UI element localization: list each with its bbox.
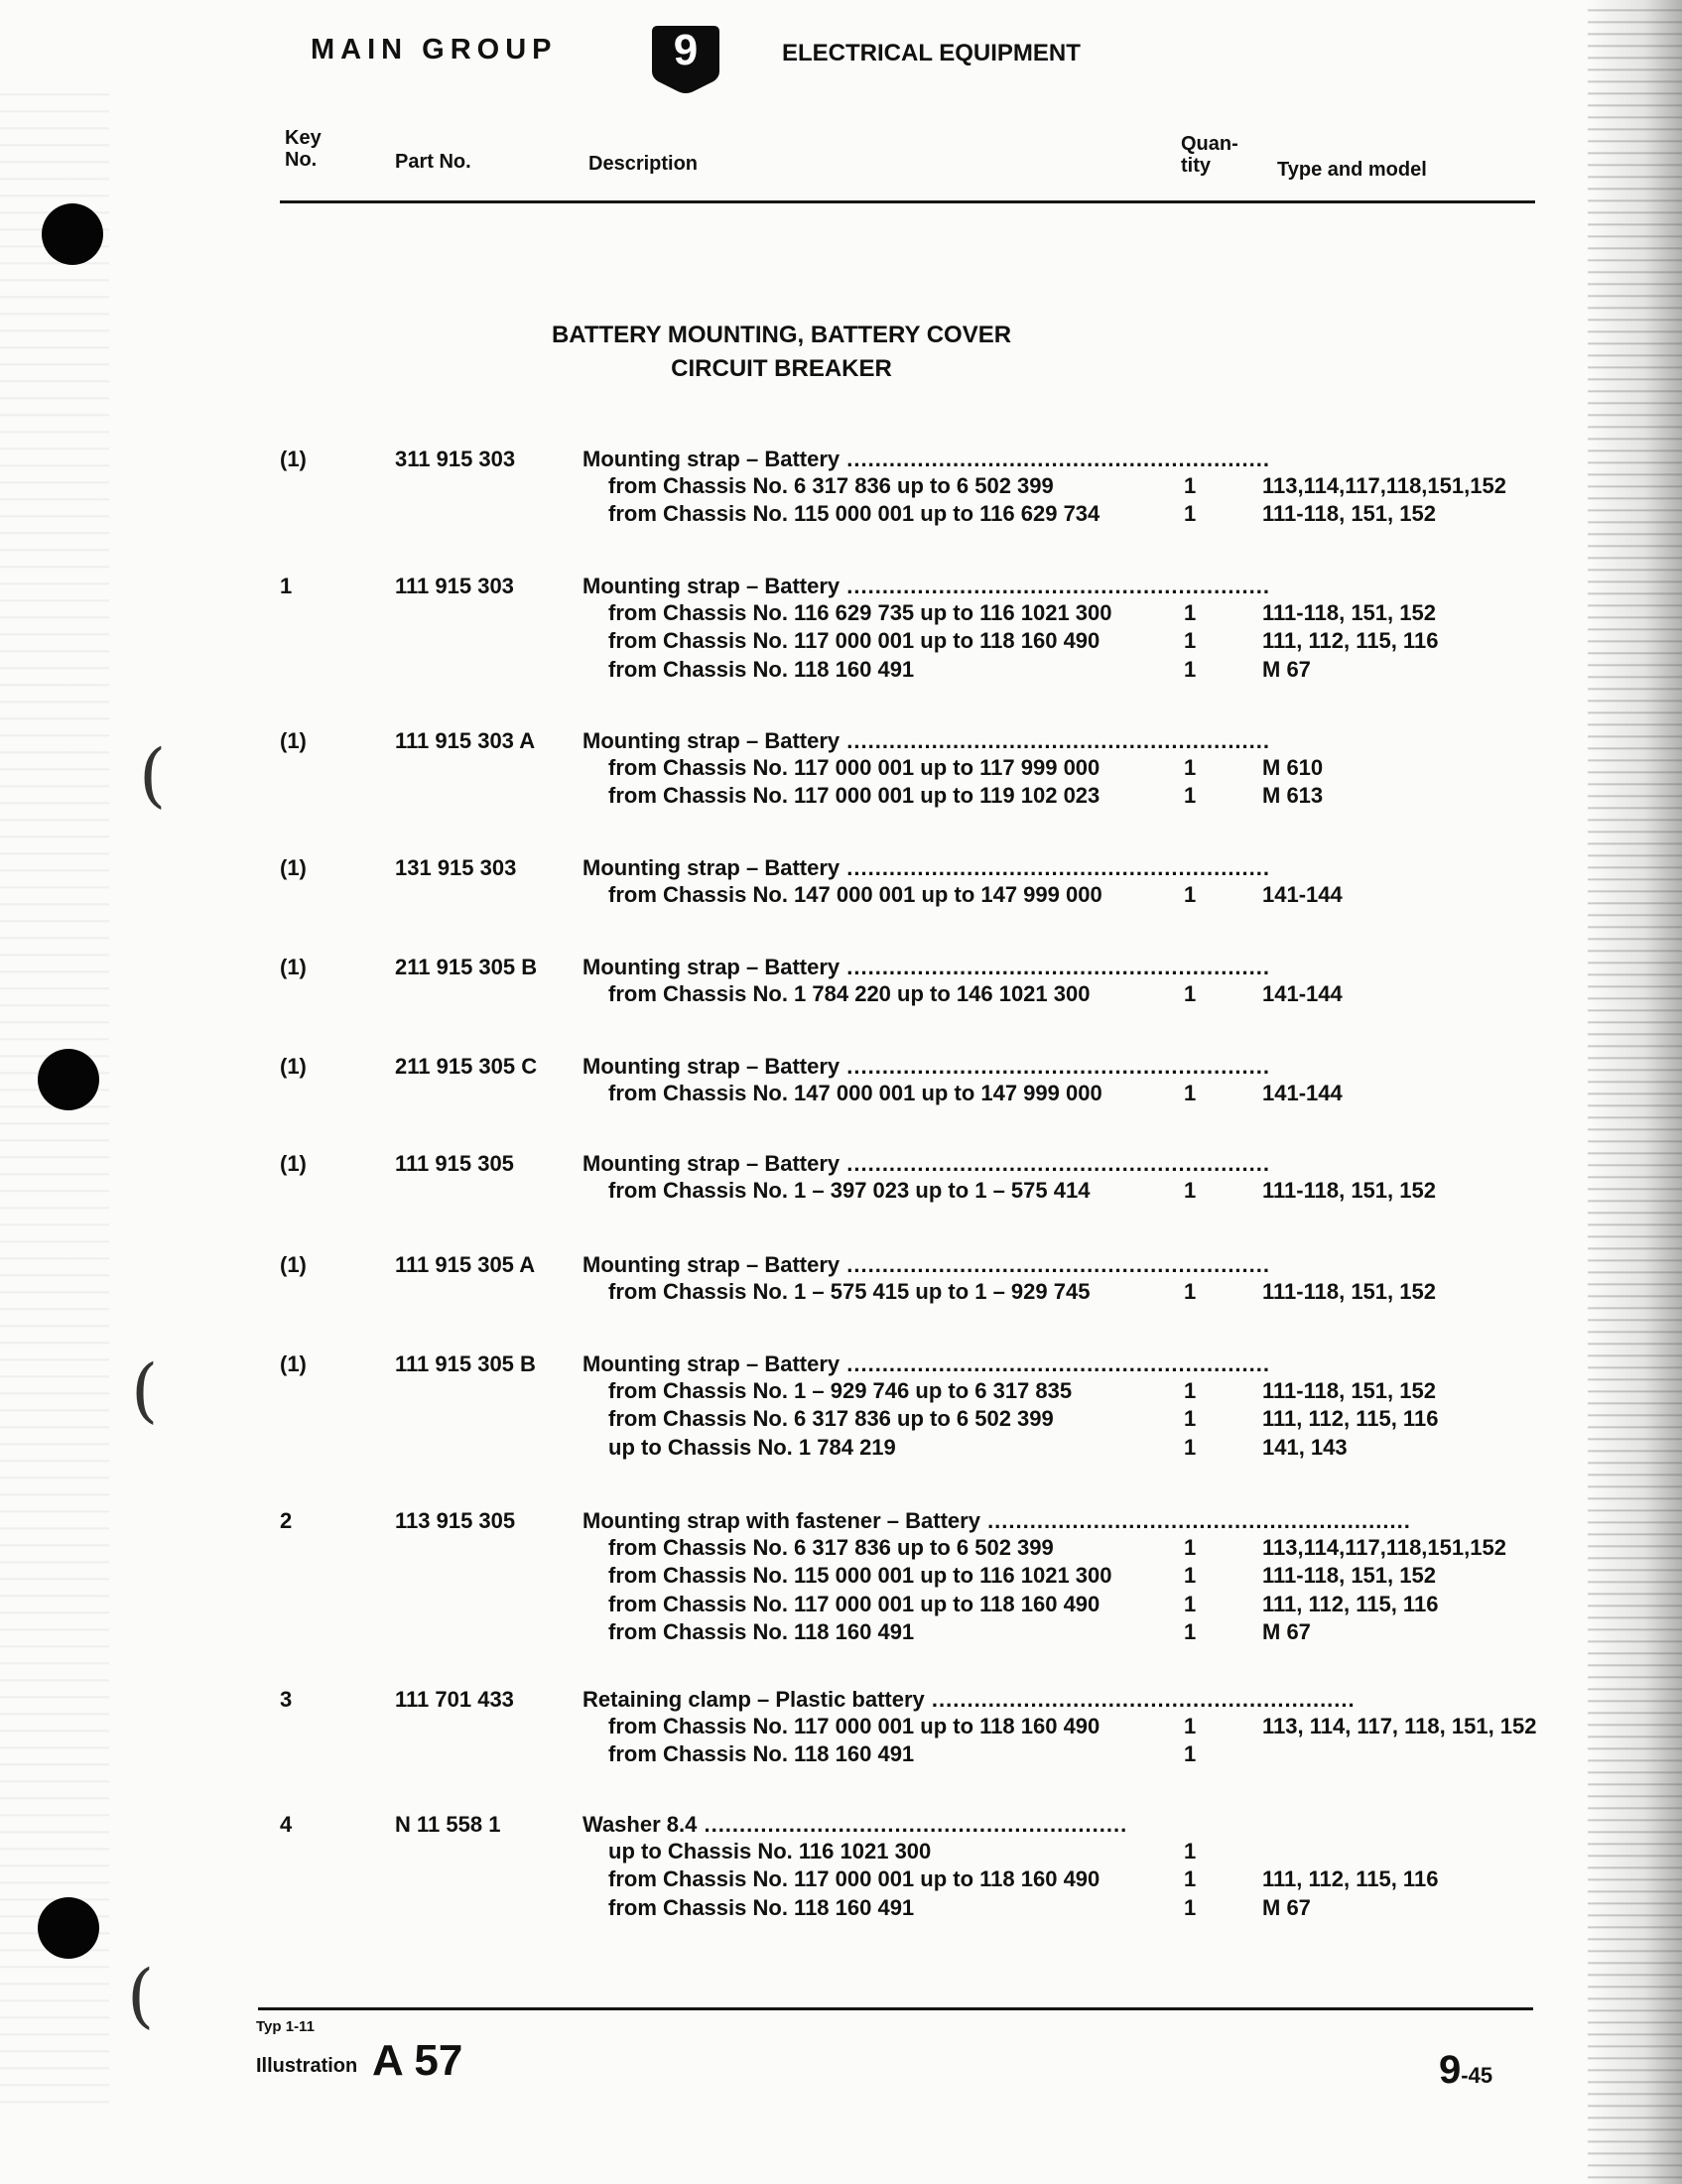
part-number: 111 701 433 [395,1687,514,1712]
type-model: 113, 114, 117, 118, 151, 152 [1262,1713,1537,1738]
parts-entry [0,1508,1682,1650]
part-description: Mounting strap – Battery [582,1054,841,1079]
chassis-range: from Chassis No. 115 000 001 up to 116 629 734 [608,501,1100,526]
quantity: 1 [1184,1080,1197,1105]
part-number: N 11 558 1 [395,1812,501,1837]
leader-dots: ............................................................ [840,1252,1270,1277]
chassis-range-line [0,501,1682,529]
part-description-row [582,1054,1270,1080]
type-model: 111, 112, 115, 116 [1262,1866,1439,1891]
type-model: 111, 112, 115, 116 [1262,628,1439,653]
type-model: 111, 112, 115, 116 [1262,1591,1439,1616]
col-header-part: Part No. [395,151,471,173]
type-model: 111-118, 151, 152 [1262,1563,1436,1588]
chassis-range: from Chassis No. 117 000 001 up to 118 160 490 [608,628,1100,653]
type-model: M 610 [1262,754,1324,780]
group-number: 9 [673,26,699,74]
type-model: M 67 [1262,656,1311,682]
quantity: 1 [1184,599,1197,625]
illustration-label: Illustration [256,2055,358,2077]
type-model: 141, 143 [1262,1434,1348,1460]
chassis-range-line [0,1619,1682,1647]
quantity: 1 [1184,472,1197,498]
part-description-row [582,1252,1270,1278]
key-number: (1) [280,1054,307,1079]
parts-entry [0,955,1682,1011]
chassis-range-line [0,657,1682,685]
part-description: Mounting strap – Battery [582,855,841,880]
quantity: 1 [1184,980,1197,1006]
chassis-range-line [0,1178,1682,1206]
chassis-range: from Chassis No. 6 317 836 up to 6 502 399 [608,1534,1054,1560]
part-number: 131 915 303 [395,855,517,880]
type-model: 111-118, 151, 152 [1262,1278,1436,1304]
part-description: Mounting strap – Battery [582,447,841,471]
parts-entry [0,1151,1682,1208]
illustration-id: A 57 [372,2036,463,2085]
binding-mark: ( [131,1349,159,1431]
part-number: 113 915 305 [395,1508,516,1533]
part-description-row [582,855,1270,881]
type-model: M 67 [1262,1894,1311,1920]
part-description: Mounting strap with fastener – Battery [582,1508,980,1533]
type-model: M 67 [1262,1619,1311,1644]
leader-dots: ............................................................ [840,955,1270,979]
chassis-range-line [0,1592,1682,1619]
part-number: 111 915 303 [395,574,514,598]
quantity: 1 [1184,1866,1197,1891]
type-model: 113,114,117,118,151,152 [1262,472,1506,498]
chassis-range-line [0,1406,1682,1434]
parts-entry [0,728,1682,814]
group-subtitle: BATTERY MOUNTING, BATTERY COVER [551,321,1012,348]
part-description-row [582,955,1270,980]
chassis-range-line [0,628,1682,656]
key-number: (1) [280,1351,307,1376]
quantity: 1 [1184,1838,1197,1863]
chassis-range: from Chassis No. 117 000 001 up to 119 102 023 [608,783,1100,808]
key-number: (1) [280,1151,307,1176]
key-number: (1) [280,1252,307,1277]
chassis-range: from Chassis No. 118 160 491 [608,656,915,682]
quantity: 1 [1184,1434,1197,1460]
part-description-row [582,574,1270,599]
part-number: 211 915 305 C [395,1054,538,1079]
page-major: 9 [1439,2048,1462,2092]
chassis-range: from Chassis No. 117 000 001 up to 118 160 490 [608,1866,1100,1891]
chassis-range-line [0,473,1682,501]
quantity: 1 [1184,656,1197,682]
key-number: (1) [280,728,307,753]
chassis-range-line [0,1866,1682,1894]
typ-label: Typ 1-11 [256,2018,315,2035]
quantity: 1 [1184,1177,1197,1203]
chassis-range: from Chassis No. 117 000 001 up to 118 160 490 [608,1591,1100,1616]
chassis-range: from Chassis No. 118 160 491 [608,1619,915,1644]
quantity: 1 [1184,1406,1197,1431]
parts-entry [0,1812,1682,1925]
main-group-label: MAIN GROUP [311,34,558,65]
binding-mark: ( [127,1955,155,2036]
part-number: 111 915 305 A [395,1252,536,1277]
chassis-range-line [0,1279,1682,1307]
leader-dots: ............................................................ [979,1508,1411,1533]
binding-mark: ( [139,734,167,816]
quantity: 1 [1184,783,1197,808]
leader-dots: ............................................................ [840,1151,1270,1176]
leader-dots: ............................................................ [840,574,1270,598]
type-model: 111, 112, 115, 116 [1262,1406,1439,1431]
leader-dots: ............................................................ [840,447,1270,471]
part-description-row [582,1687,1356,1713]
parts-entry [0,1687,1682,1772]
chassis-range: from Chassis No. 1 – 575 415 up to 1 – 929 745 [608,1278,1091,1304]
type-model: M 613 [1262,783,1324,808]
part-description-row [582,1508,1411,1534]
page-number: 9-45 [1439,2048,1493,2092]
chassis-range: from Chassis No. 1 – 929 746 up to 6 317 835 [608,1377,1073,1403]
chassis-range-line [0,1714,1682,1741]
part-number: 311 915 303 [395,447,516,471]
col-header-quantity: Quan- tity [1181,133,1238,177]
section-title: ELECTRICAL EQUIPMENT [782,40,1081,66]
chassis-range-line [0,1435,1682,1463]
chassis-range-line [0,755,1682,783]
parts-entry [0,1252,1682,1309]
key-number: (1) [280,955,307,979]
quantity: 1 [1184,1741,1197,1766]
part-description-row [582,1351,1270,1377]
key-number: 2 [280,1508,293,1533]
quantity: 1 [1184,754,1197,780]
chassis-range: from Chassis No. 1 – 397 023 up to 1 – 575 414 [608,1177,1091,1203]
leader-dots: ............................................................ [840,728,1270,753]
key-number: (1) [280,855,307,880]
quantity: 1 [1184,1619,1197,1644]
chassis-range: up to Chassis No. 116 1021 300 [608,1838,932,1863]
chassis-range: from Chassis No. 147 000 001 up to 147 999 000 [608,1080,1102,1105]
leader-dots: ............................................................ [924,1687,1356,1712]
quantity: 1 [1184,1377,1197,1403]
quantity: 1 [1184,501,1197,526]
parts-entry [0,1351,1682,1465]
part-description: Mounting strap – Battery [582,1252,841,1277]
chassis-range: from Chassis No. 6 317 836 up to 6 502 399 [608,472,1054,498]
part-description-row [582,447,1270,472]
chassis-range-line [0,1839,1682,1866]
type-model: 111-118, 151, 152 [1262,1377,1436,1403]
col-header-description: Description [588,153,699,175]
type-model: 141-144 [1262,980,1343,1006]
chassis-range: from Chassis No. 147 000 001 up to 147 999 000 [608,881,1102,907]
chassis-range: from Chassis No. 118 160 491 [608,1894,915,1920]
chassis-range-line [0,1563,1682,1591]
quantity: 1 [1184,1591,1197,1616]
part-description-row [582,1151,1270,1177]
quantity: 1 [1184,881,1197,907]
footer-rule [258,2007,1533,2010]
quantity: 1 [1184,1713,1197,1738]
part-number: 211 915 305 B [395,955,538,979]
chassis-range-line [0,981,1682,1009]
chassis-range: from Chassis No. 116 629 735 up to 116 1021 300 [608,599,1112,625]
key-number: 4 [280,1812,293,1837]
quantity: 1 [1184,1534,1197,1560]
chassis-range-line [0,783,1682,811]
type-model: 141-144 [1262,881,1343,907]
chassis-range-line [0,1895,1682,1923]
chassis-range-line [0,1535,1682,1563]
part-number: 111 915 305 B [395,1351,536,1376]
chassis-range-line [0,1741,1682,1769]
chassis-range: from Chassis No. 115 000 001 up to 116 1021 300 [608,1563,1112,1588]
key-number: 3 [280,1687,293,1712]
chassis-range-line [0,600,1682,628]
part-description-row [582,728,1270,754]
part-description: Mounting strap – Battery [582,1351,841,1376]
parts-entry [0,574,1682,687]
parts-entry [0,447,1682,532]
part-description: Mounting strap – Battery [582,574,841,598]
quantity: 1 [1184,1894,1197,1920]
type-model: 111-118, 151, 152 [1262,599,1436,625]
part-number: 111 915 303 A [395,728,536,753]
chassis-range-line [0,1081,1682,1108]
chassis-range-line [0,1378,1682,1406]
quantity: 1 [1184,1563,1197,1588]
header-rule [280,200,1535,203]
leader-dots: ............................................................ [840,1351,1270,1376]
group-subtitle: CIRCUIT BREAKER [671,355,892,382]
chassis-range: from Chassis No. 6 317 836 up to 6 502 399 [608,1406,1054,1431]
chassis-range-line [0,882,1682,910]
type-model: 111-118, 151, 152 [1262,501,1436,526]
chassis-range: from Chassis No. 117 000 001 up to 118 160 490 [608,1713,1100,1738]
type-model: 141-144 [1262,1080,1343,1105]
leader-dots: ............................................................ [697,1812,1128,1837]
punch-hole [42,203,103,265]
part-number: 111 915 305 [395,1151,514,1176]
part-description: Mounting strap – Battery [582,955,841,979]
part-description: Mounting strap – Battery [582,728,841,753]
leader-dots: ............................................................ [840,855,1270,880]
chassis-range: from Chassis No. 118 160 491 [608,1741,915,1766]
col-header-key: Key No. [285,127,322,171]
type-model: 113,114,117,118,151,152 [1262,1534,1506,1560]
part-description: Washer 8.4 [582,1812,698,1837]
chassis-range: up to Chassis No. 1 784 219 [608,1434,896,1460]
part-description-row [582,1812,1148,1838]
group-number-badge [650,22,721,93]
quantity: 1 [1184,628,1197,653]
parts-entry [0,855,1682,912]
leader-dots: ............................................................ [840,1054,1270,1079]
quantity: 1 [1184,1278,1197,1304]
chassis-range: from Chassis No. 117 000 001 up to 117 999 000 [608,754,1100,780]
key-number: 1 [280,574,293,598]
col-header-type: Type and model [1277,159,1427,181]
part-description: Retaining clamp – Plastic battery [582,1687,925,1712]
parts-entry [0,1054,1682,1110]
key-number: (1) [280,447,307,471]
page-minor: 45 [1468,2063,1493,2088]
part-description: Mounting strap – Battery [582,1151,841,1176]
chassis-range: from Chassis No. 1 784 220 up to 146 1021 300 [608,980,1091,1006]
type-model: 111-118, 151, 152 [1262,1177,1436,1203]
